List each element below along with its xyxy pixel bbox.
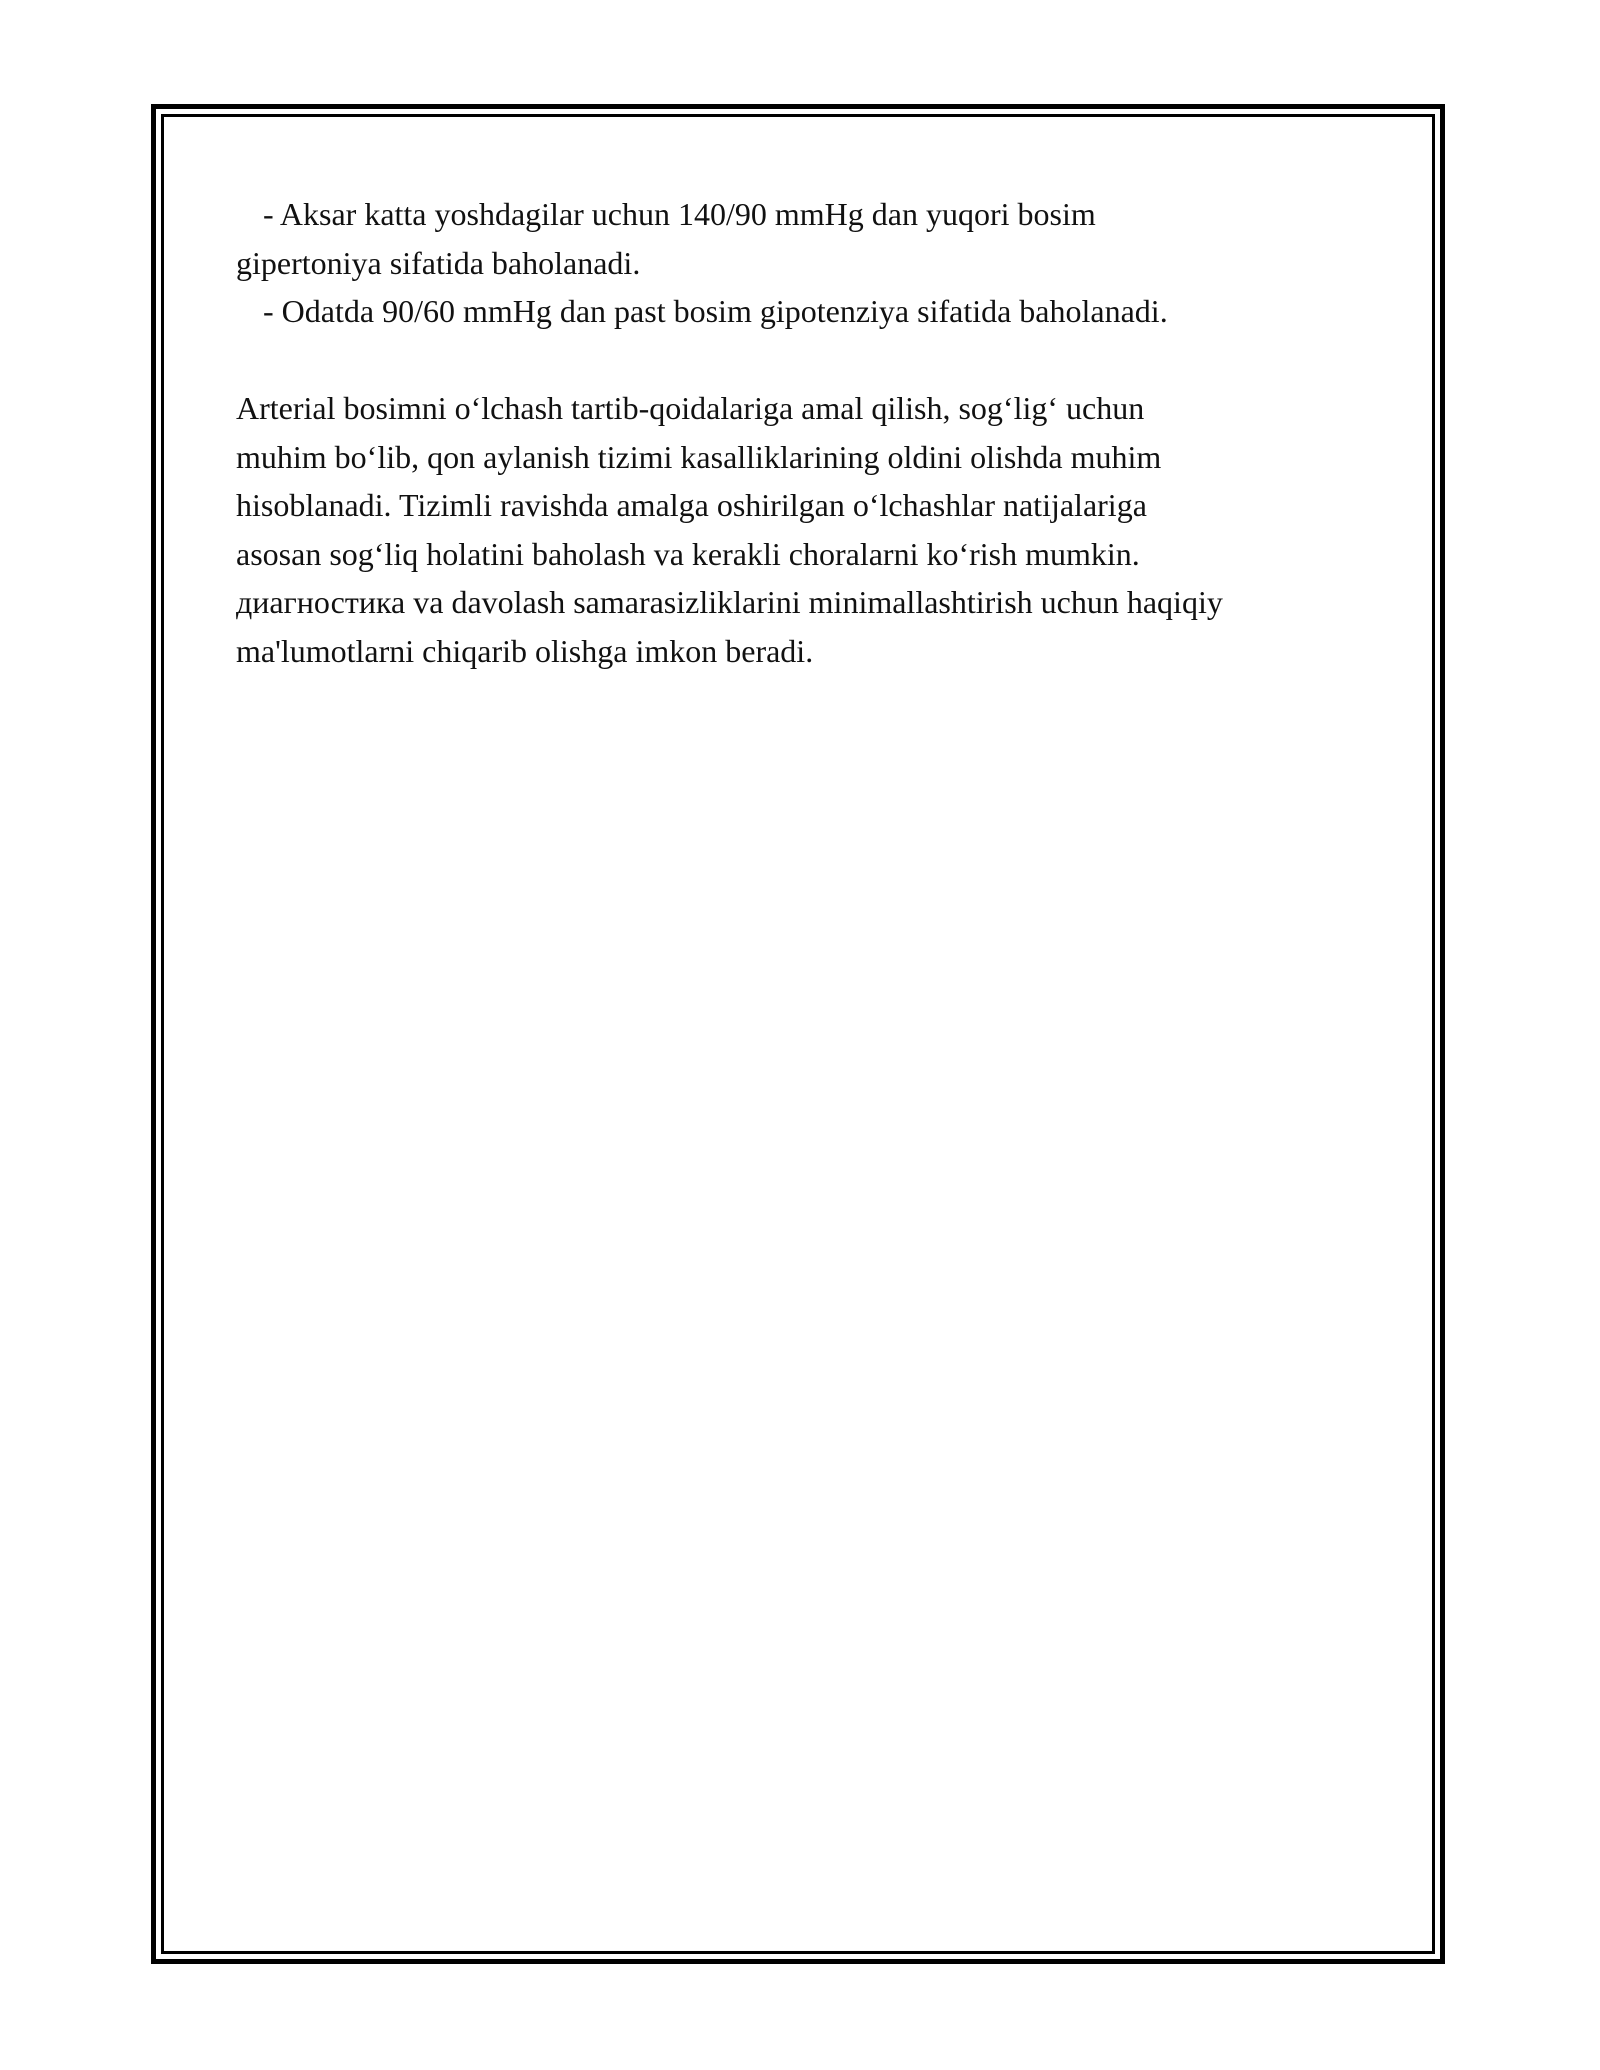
body-paragraph [236,384,1386,675]
bullet-item-hypertension-continued: gipertoniya sifatida baholanadi. [236,244,641,281]
bullet-item-hypotension: - Odatda 90/60 mmHg dan past bosim gipotenziya sifatida baholanadi. [263,293,1168,329]
document-body [236,190,1386,675]
paragraph-spacer [236,336,1386,385]
paragraph-line: muhim bo‘lib, qon aylanish tizimi kasalliklarining oldini olishda muhim [236,438,1162,475]
paragraph-line: ma'lumotlarni chiqarib olishga imkon beradi. [236,632,814,669]
paragraph-line: диагностика va davolash samarasizliklarini minimallashtirish uchun haqiqiy [236,584,1223,620]
paragraph-line: Arterial bosimni o‘lchash tartib-qoidalariga amal qilish, sog‘lig‘ uchun [236,390,1145,426]
paragraph-line: hisoblanadi. Tizimli ravishda amalga oshirilgan o‘lchashlar natijalariga [236,487,1147,523]
bullet-item-hypertension: - Aksar katta yoshdagilar uchun 140/90 mmHg dan yuqori bosim [263,196,1096,232]
bullet-list [236,190,1386,336]
paragraph-line: asosan sog‘liq holatini baholash va kerakli choralarni ko‘rish mumkin. [236,535,1140,572]
